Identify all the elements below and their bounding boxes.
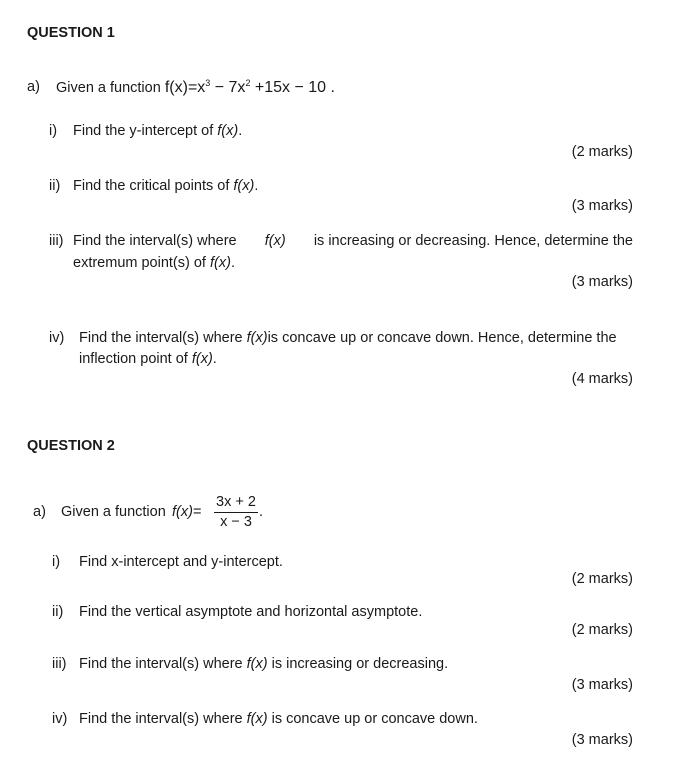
q2-function-eq: = [192,504,202,520]
q2-part-iv-marks: (3 marks) [571,732,633,748]
question-1-heading: QUESTION 1 [27,25,115,41]
q1-function-end: . [326,79,335,96]
q1-part-i-prompt: Find the y-intercept of [73,123,214,139]
q1-part-iii-line1-a: Find the interval(s) where [73,233,237,249]
q1-part-i-num: i) [49,123,58,139]
q2-part-iv-text-b: is concave up or concave down. [271,711,478,727]
q1-part-ii-marks: (3 marks) [571,198,633,214]
q2-part-iii-text-a: Find the interval(s) where [79,656,243,672]
q1-function-lhs: f(x) [164,79,188,96]
q2-part-iii-text-b: is increasing or decreasing. [271,656,449,672]
q2-part-a-label: a) [33,504,46,520]
q1-part-iv-line1 [79,331,617,346]
fraction-bar [214,512,258,513]
q2-part-i-text: Find x-intercept and y-intercept. [79,554,283,570]
q1-part-iv-fx2: f(x) [191,351,213,367]
q1-function-term2: − 7x [210,79,246,96]
q1-part-ii-prompt: Find the critical points of [73,178,230,194]
q1-part-iii-line1-b: is increasing or decreasing. Hence, determine the [313,233,633,249]
q1-part-iii-fx2: f(x) [210,255,231,271]
q2-part-iv-fx: f(x) [246,711,268,727]
q1-part-iv-line2 [79,352,217,367]
q1-part-iv-marks: (4 marks) [571,371,633,387]
q2-function-fraction [214,495,258,529]
q1-part-iii-line1 [73,234,633,249]
q1-part-i-fx: f(x) [217,123,239,139]
q1-part-ii-fx: f(x) [233,178,255,194]
q2-part-ii-text: Find the vertical asymptote and horizontal asymptote. [79,604,423,620]
q1-part-i-marks: (2 marks) [571,144,633,160]
q1-part-iii-after: . [230,255,235,271]
question-2-heading: QUESTION 2 [27,438,115,454]
q1-part-iii-marks: (3 marks) [571,274,633,290]
q1-part-iii-line2-text: extremum point(s) of [73,255,206,271]
q2-function-numerator: 3x + 2 [216,494,256,510]
q1-part-iv-line1-a: Find the interval(s) where [79,330,243,346]
q2-part-iii-text [79,657,448,672]
q1-function-term3: +15x − 10 [250,79,327,96]
q2-part-a-text: Given a function [61,504,166,520]
q1-part-a-text: Given a function [56,80,161,96]
q2-part-iii-num: iii) [52,656,67,672]
q1-part-iii-num: iii) [49,233,64,249]
q1-function-term1: x [197,79,206,96]
q2-function-denominator: x − 3 [220,513,252,530]
q2-part-iii-fx: f(x) [246,656,268,672]
q1-part-ii-after: . [254,178,259,194]
q1-function-eq: = [187,79,198,96]
q1-part-iii-line2 [73,256,235,271]
q2-part-iv-text-a: Find the interval(s) where [79,711,243,727]
q1-part-iv-after: . [212,351,217,367]
q1-part-ii-num: ii) [49,178,61,194]
q1-part-a-label: a) [27,79,40,95]
q2-part-ii-marks: (2 marks) [571,622,633,638]
q2-part-ii-num: ii) [52,604,64,620]
q1-part-iv-num: iv) [49,330,65,346]
q1-part-i-after: . [238,123,243,139]
q1-function-exp2: 2 [245,78,251,88]
q2-function-end: . [259,504,264,520]
q1-part-a-intro [56,80,335,96]
q2-function-lhs-group [172,505,201,520]
q2-part-i-num: i) [52,554,61,570]
q1-function-expression [165,79,335,96]
q2-part-iv-num: iv) [52,711,68,727]
q2-part-iii-marks: (3 marks) [571,677,633,693]
q2-part-iv-text [79,712,478,727]
q2-function-lhs: f(x) [172,504,193,520]
q1-part-iv-line1-b: is concave up or concave down. Hence, determine the [267,330,617,346]
q1-part-i-text [73,124,242,139]
q1-part-iv-fx1: f(x) [246,330,268,346]
q1-part-iii-fx1: f(x) [264,233,286,249]
q2-part-i-marks: (2 marks) [571,571,633,587]
q1-part-ii-text [73,179,258,194]
q1-function-exp1: 3 [205,78,211,88]
q1-part-iv-line2-text: inflection point of [79,351,188,367]
